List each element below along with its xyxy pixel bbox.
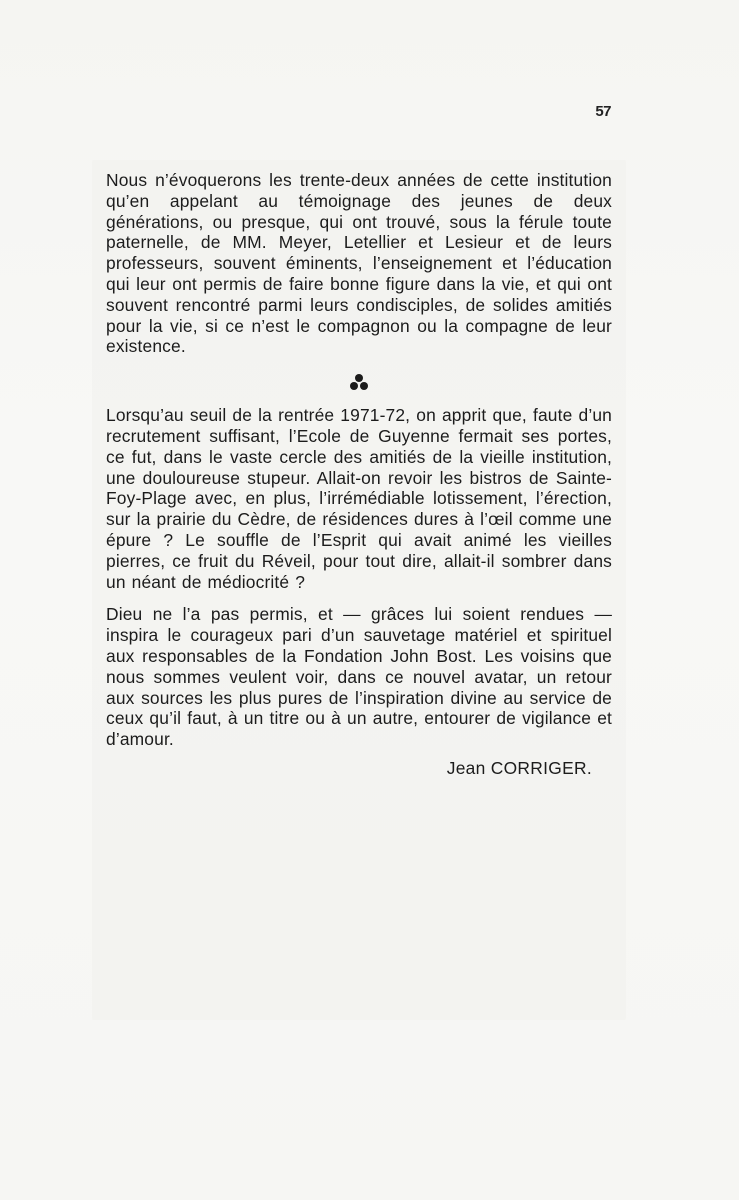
article-body	[106, 170, 612, 779]
page-number: 57	[595, 103, 611, 120]
paragraph-gap	[106, 592, 612, 604]
author-signature: Jean CORRIGER.	[446, 757, 592, 778]
trefoil-ornament-icon	[349, 373, 369, 391]
section-separator	[106, 373, 612, 391]
paragraph-3: Dieu ne l’a pas permis, et — grâces lui soient rendues — inspira le courageux pari d’un sauvetage matériel et spirituel aux responsables de la Fondation John Bost. Les voisins que nous sommes veulent voir, dans ce nouvel avatar, un retour aux sources les plus pures de l’inspiration divine au service de ceux qu’il faut, à un titre ou à un autre, entourer de vigilance et d’amour.	[106, 604, 612, 750]
paragraph-1: Nous n’évoquerons les trente-deux années de cette institution qu’en appelant au témoignage des jeunes de deux générations, ou presque, qui ont trouvé, sous la férule toute paternelle, de MM. Meyer, Letellier et Lesieur et de leurs professeurs, souvent éminents, l’enseignement et l’éducation qui leur ont permis de faire bonne figure dans la vie, et qui ont souvent rencontré parmi leurs condisciples, de solides amitiés pour la vie, si ce n’est le compagnon ou la compagne de leur existence.	[106, 170, 612, 357]
paragraph-2: Lorsqu’au seuil de la rentrée 1971-72, on apprit que, faute d’un recrutement suffisant, l’Ecole de Guyenne fermait ses portes, ce fut, dans le vaste cercle des amitiés de la vieille institution, une douloureuse stupeur. Allait-on revoir les bistros de Sainte-Foy-Plage avec, en plus, l’irrémédiable lotissement, l’érection, sur la prairie du Cèdre, de résidences dures à l’œil comme une épure ? Le souffle de l’Esprit qui avait animé les vieilles pierres, ce fruit du Réveil, pour tout dire, allait-il sombrer dans un néant de médiocrité ?	[106, 405, 612, 592]
